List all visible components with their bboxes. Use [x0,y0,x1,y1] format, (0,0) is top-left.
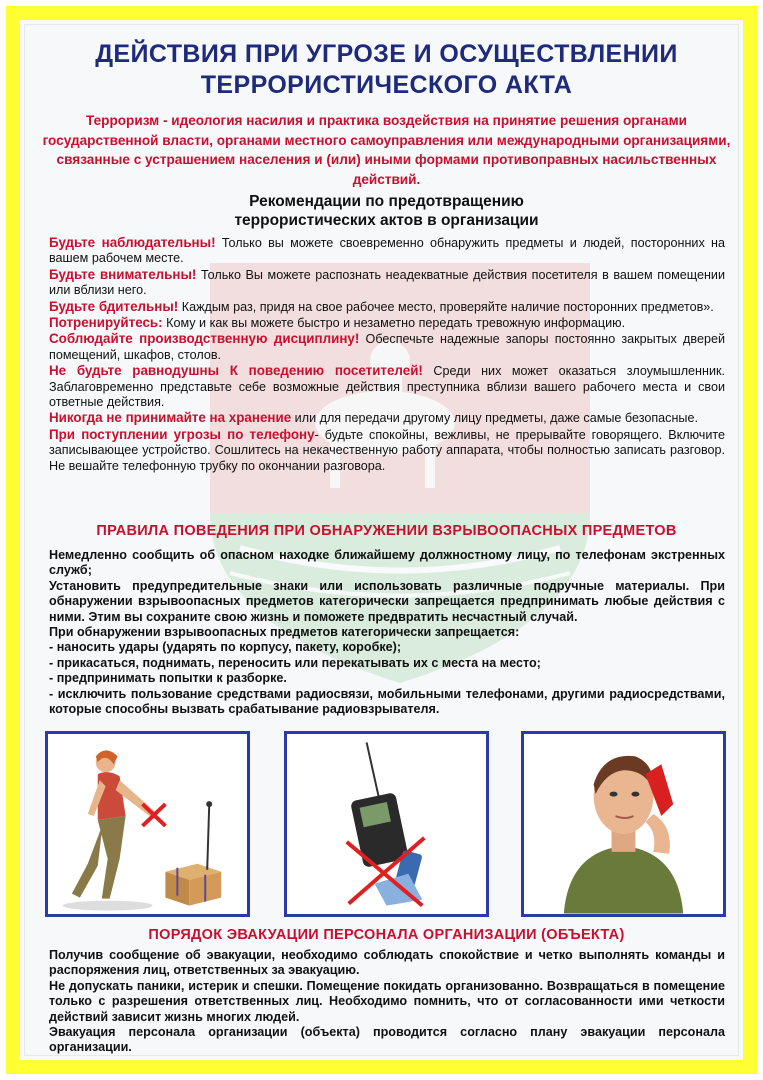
evacuation-paragraph: Не допускать паники, истерик и спешки. Помещение покидать организованно. Возвращаться в помещение только с разрешения ответственных лиц. Необходимо помнить, что от согласованности ими четкости действий зависит жизнь многих людей. [49,978,725,1024]
explosives-paragraph: Установить предупредительные знаки или использовать различные подручные материалы. При обнаружении взрывоопасных предметов категорически запрещается предпринимать любые действия с ними. Этим вы сохраните свою жизнь и поможете предвратить несчастный случай. [49,578,725,624]
recommendation-item [49,267,725,299]
recommendation-text: Только Вы можете распознать неадекватные действия посетителя в вашем помещении или вблизи него. [49,267,725,298]
evacuation-section-title: ПОРЯДОК ЭВАКУАЦИИ ПЕРСОНАЛА ОРГАНИЗАЦИИ (ОБЪЕКТА) [148,927,625,943]
title-line-2: ТЕРРОРИСТИЧЕСКОГО АКТА [200,71,573,99]
recommendation-item [49,410,725,426]
evacuation-text [49,948,725,1056]
illustration-phone-threat [521,731,726,917]
poster-body [24,24,739,1056]
recommendation-text: - будьте спокойны, вежливы, не прерывайте говорящего. Включите записывающее устройство. Сошлитесь на некачественную работу аппарата, чтобы полностью записать разговор. Не вешайте телефонную трубку по окончании разговора. [49,427,725,473]
radio-phone-crossed-illustration [287,734,486,914]
poster-frame [6,6,757,1074]
recommendation-highlight: Будьте внимательны! [49,266,197,282]
recommendation-text: Обеспечьте надежные запоры постоянно закрытых дверей помещений, шкафов, столов. [49,332,725,362]
recommendation-highlight: Будьте наблюдательны! [49,235,216,250]
recommendation-item [49,331,725,363]
recommendations-list [49,235,725,474]
explosives-paragraph: Немедленно сообщить об опасном находке ближайшему должностному лицу, по телефонам экстренных служб; [49,548,725,578]
recommendation-item [49,427,725,474]
page-title [25,39,748,101]
recommendation-highlight: Никогда не принимайте на хранение [49,410,292,426]
explosives-rules [49,548,725,717]
recommendations-title-line-2: террористических актов в организации [234,212,539,229]
illustration-no-radio-devices [284,731,489,917]
recommendation-highlight: Соблюдайте производственную дисциплину! [49,331,360,347]
recommendation-highlight: Будьте бдительны! [49,298,179,314]
terrorism-definition: Терроризм - идеология насилия и практика воздействия на принятие решения органами государственной власти, органами местного самоуправления или международными организациями, связанные с устрашением населения и (или) иными формами противоправных насильственных действий. [42,113,731,187]
recommendation-item [49,363,725,410]
recommendation-text: Только вы можете своевременно обнаружить предметы и людей, посторонних на вашем рабочем месте. [49,236,725,266]
man-on-phone-illustration [524,734,723,914]
recommendation-text: или для передачи другому лицу предметы, даже самые безопасные. [291,411,698,426]
recommendation-item [49,315,725,331]
person-box-illustration [48,734,247,914]
evacuation-paragraph: Эвакуация персонала организации (объекта) проводится согласно плану эвакуации персонала организации. [49,1025,725,1055]
illustration-do-not-touch-box [45,731,250,917]
recommendation-highlight: Потренируйтесь: [49,315,163,331]
recommendation-text: Среди них может оказаться злоумышленник. Заблаговременно представьте себе возможные действия преступника вблизи вашего рабочего места и свои ответные действия. [49,364,726,410]
recommendation-highlight: При поступлении угрозы по телефону [49,426,315,442]
recommendation-item [49,299,725,315]
recommendations-title-line-1: Рекомендации по предотвращению [249,193,524,210]
evacuation-paragraph: Получив сообщение об эвакуации, необходимо соблюдать спокойствие и четко выполнять команды и распоряжения лиц, ответственных за эвакуацию. [49,948,725,978]
explosives-paragraph: При обнаружении взрывоопасных предметов категорически запрещается: [49,625,520,640]
explosives-paragraph: - исключить пользование средствами радиосвязи, мобильными телефонами, другими радиосредствами, которые способны вызвать срабатывание радиовзрывателя. [49,686,725,717]
explosives-paragraph: - наносить удары (ударять по корпусу, пакету, коробке); [49,640,402,655]
explosives-section-title: ПРАВИЛА ПОВЕДЕНИЯ ПРИ ОБНАРУЖЕНИИ ВЗРЫВООПАСНЫХ ПРЕДМЕТОВ [96,523,677,539]
recommendation-text: Каждым раз, придя на свое рабочее место, проверяйте наличие посторонних предметов». [178,299,714,314]
recommendation-item [49,235,725,267]
recommendation-highlight: Не будьте равнодушны К поведению посетителей! [49,363,423,379]
recommendation-text: Кому и как вы можете быстро и незаметно передать тревожную информацию. [162,316,626,331]
recommendations-title [25,192,748,230]
title-line-1: ДЕЙСТВИЯ ПРИ УГРОЗЕ И ОСУЩЕСТВЛЕНИИ [95,40,678,68]
explosives-paragraph: - предпринимать попытки к разборке. [49,671,287,686]
explosives-paragraph: - прикасаться, поднимать, переносить или перекатывать их с места на место; [49,655,541,670]
